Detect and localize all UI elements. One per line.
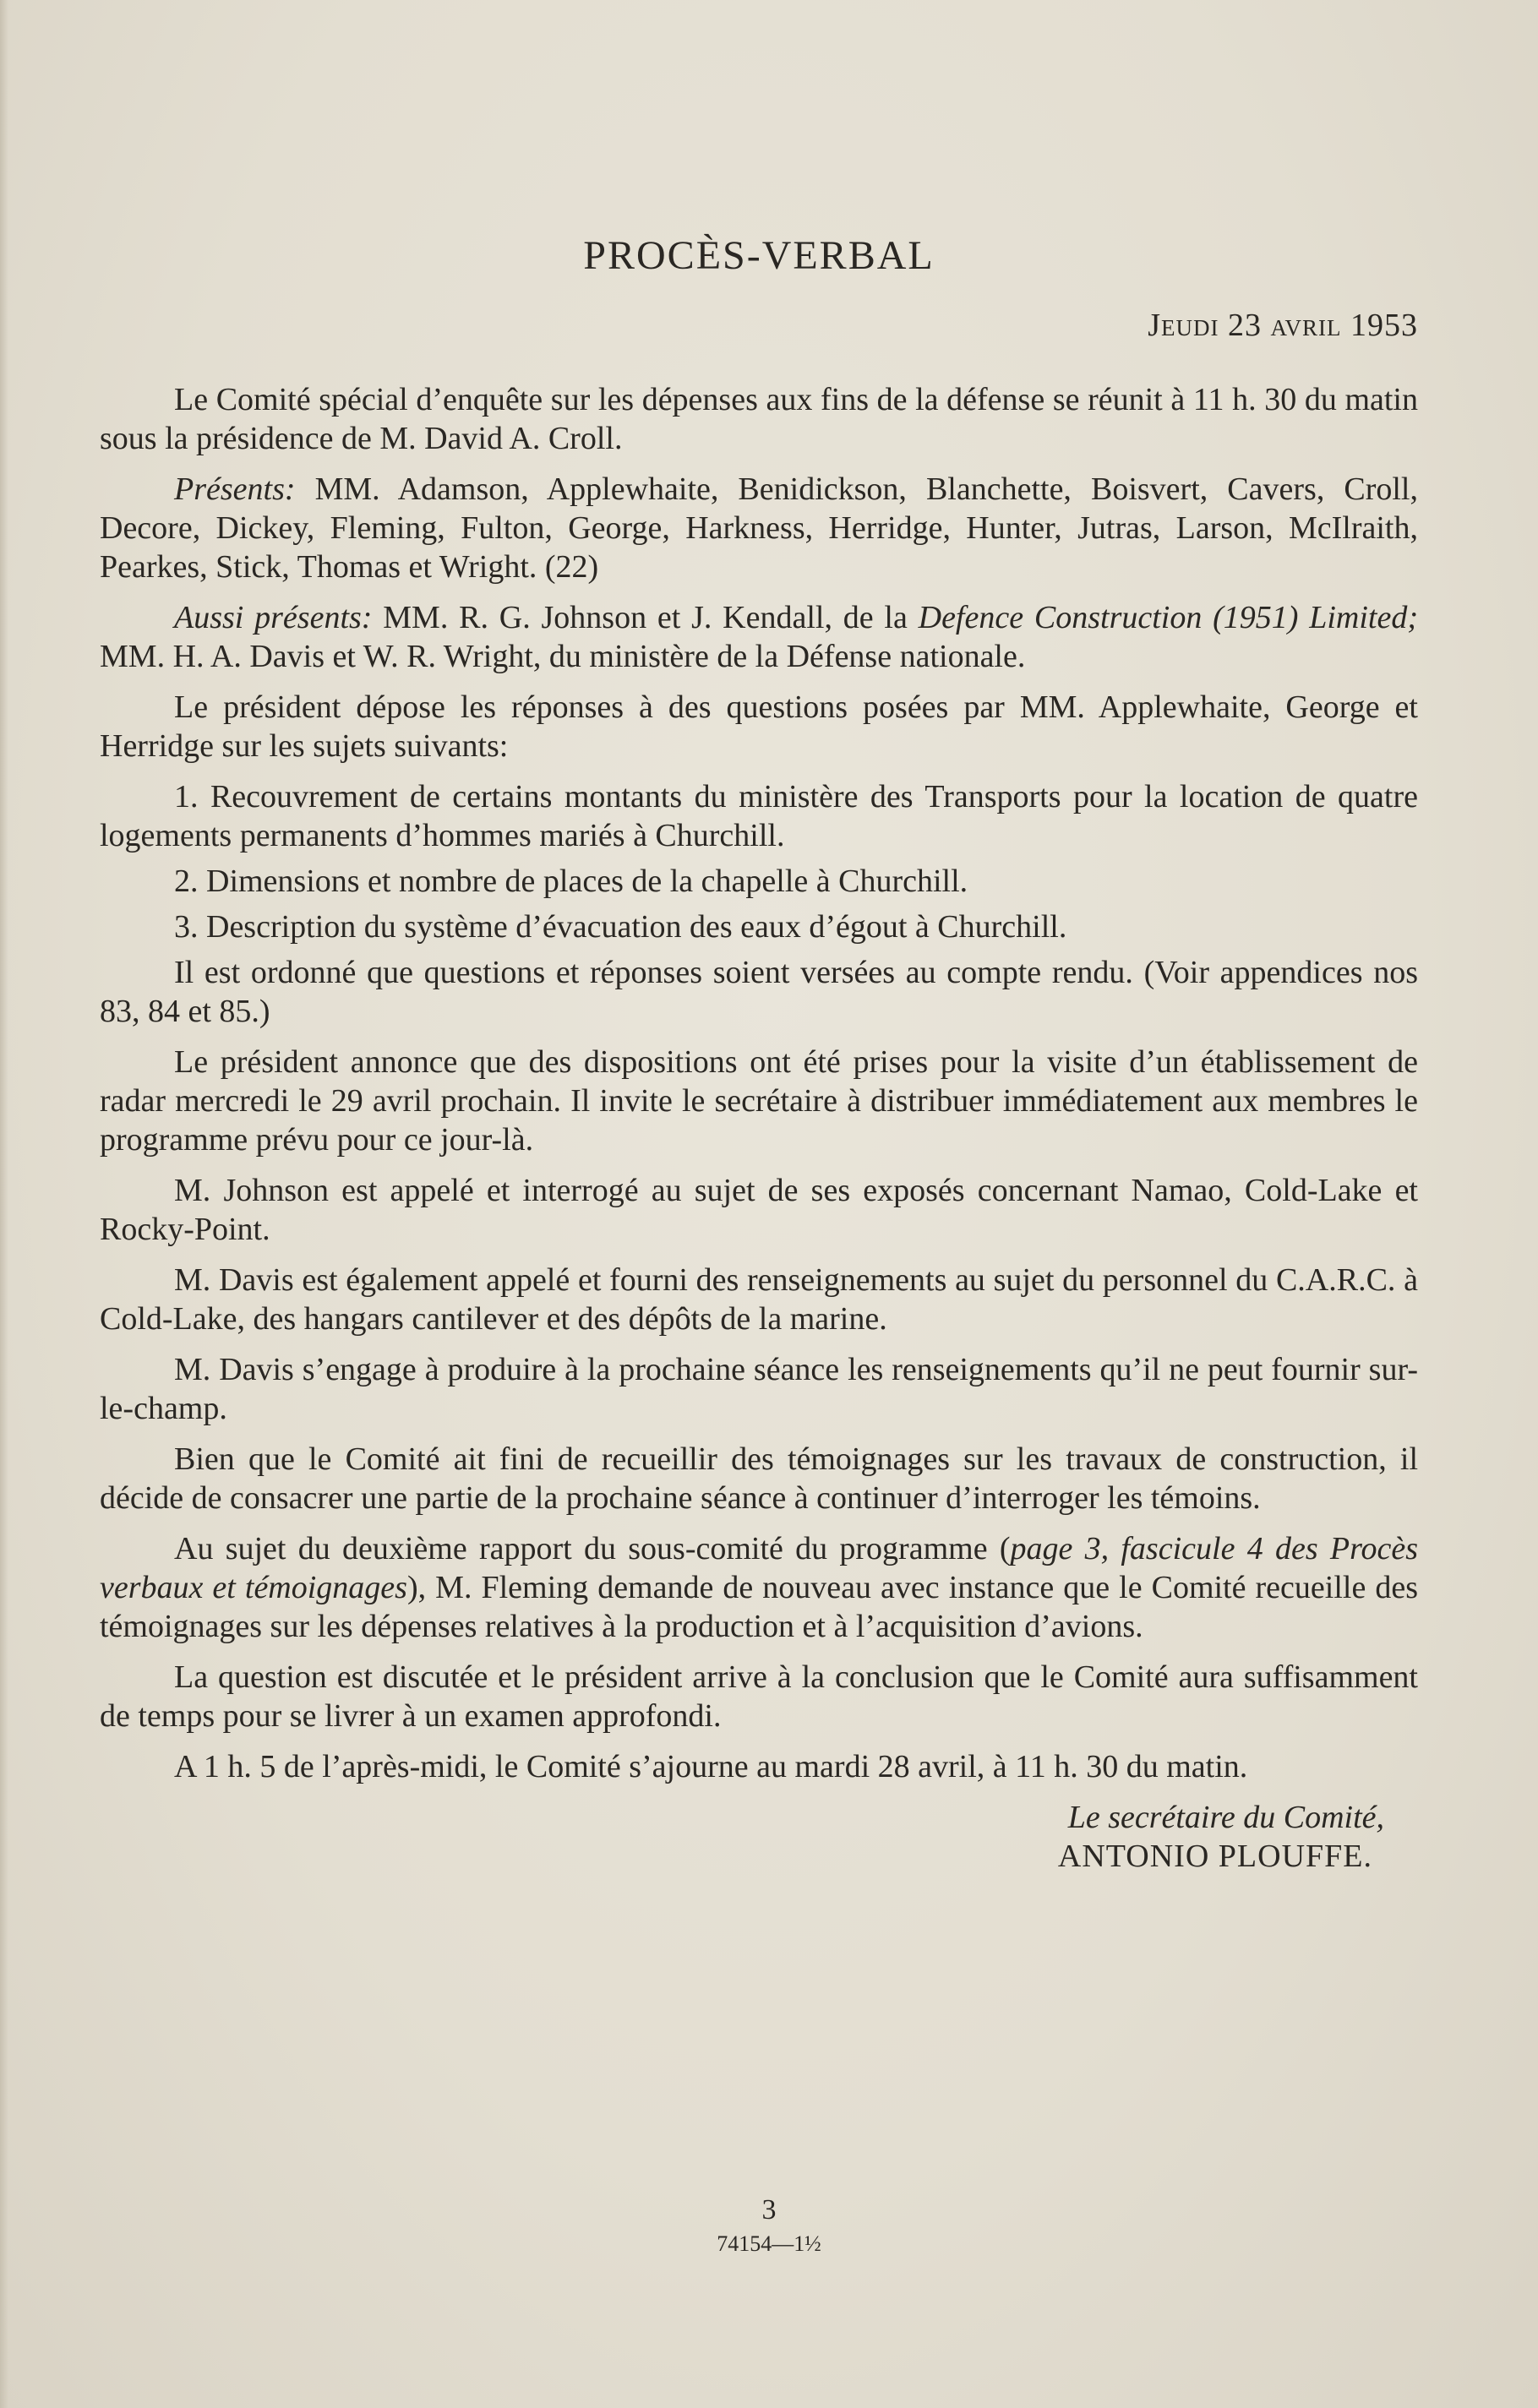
second-report-reference: page 3, fascicule 4 des Procès verbaux et témoignages	[100, 1531, 1418, 1605]
present-list: MM. Adamson, Applewhaite, Benidickson, Blanchette, Boisvert, Cavers, Croll, Decore, Dickey, Fleming, Fulton, George, Harkness, Herridge, Hunter, Jutras, Larson, McIlraith, Pearkes, Stick, Thomas et Wright. (22)	[100, 471, 1418, 585]
signature-block	[100, 1798, 1418, 1876]
paragraph-radar-visit: Le président annonce que des dispositions ont été prises pour la visite d’un établissement de radar mercredi le 29 avril prochain. Il invite le secrétaire à distribuer immédiatement aux membres le programme prévu pour ce jour-là.	[100, 1044, 1418, 1158]
paragraph-discussion: La question est discutée et le président arrive à la conclusion que le Comité aura suffisamment de temps pour se livrer à un examen approfondi.	[100, 1659, 1418, 1734]
page-footer	[0, 2193, 1538, 2261]
also-present-text-b: MM. H. A. Davis et W. R. Wright, du ministère de la Défense nationale.	[100, 639, 1026, 674]
company-name: Defence Construction (1951) Limited;	[918, 600, 1419, 635]
meeting-date: Jeudi 23 avril 1953	[1148, 308, 1418, 343]
list-item: 3. Description du système d’évacuation des eaux d’égout à Churchill.	[174, 909, 1067, 945]
signature-name: ANTONIO PLOUFFE.	[1057, 1839, 1372, 1874]
paragraph-questions-tabled: Le président dépose les réponses à des questions posées par MM. Applewhaite, George et Herridge sur les sujets suivants:	[100, 689, 1418, 764]
paragraph-davis-undertaking: M. Davis s’engage à produire à la prochaine séance les renseignements qu’il ne peut fournir sur-le-champ.	[100, 1352, 1418, 1426]
list-item: 2. Dimensions et nombre de places de la chapelle à Churchill.	[174, 864, 968, 899]
second-report-text-a: Au sujet du deuxième rapport du sous-comité du programme (	[174, 1531, 1011, 1566]
document-title: PROCÈS-VERBAL	[583, 233, 935, 278]
paragraph-appendices: Il est ordonné que questions et réponses soient versées au compte rendu. (Voir appendices nos 83, 84 et 85.)	[100, 955, 1418, 1029]
page-spine-shadow	[0, 0, 8, 2408]
paragraph-also-present	[100, 598, 1418, 676]
second-report-text-b: ), M. Fleming demande de nouveau avec instance que le Comité recueille des témoignages sur les dépenses relatives à la production et à l’acquisition d’avions.	[100, 1570, 1419, 1644]
signature-title: Le secrétaire du Comité,	[1067, 1800, 1384, 1835]
paragraph-opening: Le Comité spécial d’enquête sur les dépenses aux fins de la défense se réunit à 11 h. 30 du matin sous la présidence de M. David A. Croll.	[100, 382, 1418, 456]
paragraph-testimony: Bien que le Comité ait fini de recueillir des témoignages sur les travaux de construction, il décide de consacrer une partie de la prochaine séance à continuer d’interroger les témoins.	[100, 1441, 1418, 1516]
paragraph-second-report	[100, 1529, 1418, 1646]
also-present-text-a: MM. R. G. Johnson et J. Kendall, de la	[372, 600, 919, 635]
document-body	[100, 380, 1418, 1876]
paragraph-present-members	[100, 470, 1418, 586]
paragraph-adjournment: A 1 h. 5 de l’après-midi, le Comité s’ajourne au mardi 28 avril, à 11 h. 30 du matin.	[174, 1749, 1248, 1784]
print-code: 74154—1½	[717, 2231, 821, 2256]
list-item: 1. Recouvrement de certains montants du ministère des Transports pour la location de quatre logements permanents d’hommes mariés à Churchill.	[100, 779, 1418, 853]
paragraph-johnson: M. Johnson est appelé et interrogé au sujet de ses exposés concernant Namao, Cold-Lake et Rocky-Point.	[100, 1173, 1418, 1247]
also-present-label: Aussi présents:	[174, 600, 373, 635]
paragraph-davis: M. Davis est également appelé et fourni des renseignements au sujet du personnel du C.A.R.C. à Cold-Lake, des hangars cantilever et des dépôts de la marine.	[100, 1262, 1418, 1337]
page-number: 3	[761, 2194, 777, 2225]
present-label: Présents:	[174, 471, 296, 507]
